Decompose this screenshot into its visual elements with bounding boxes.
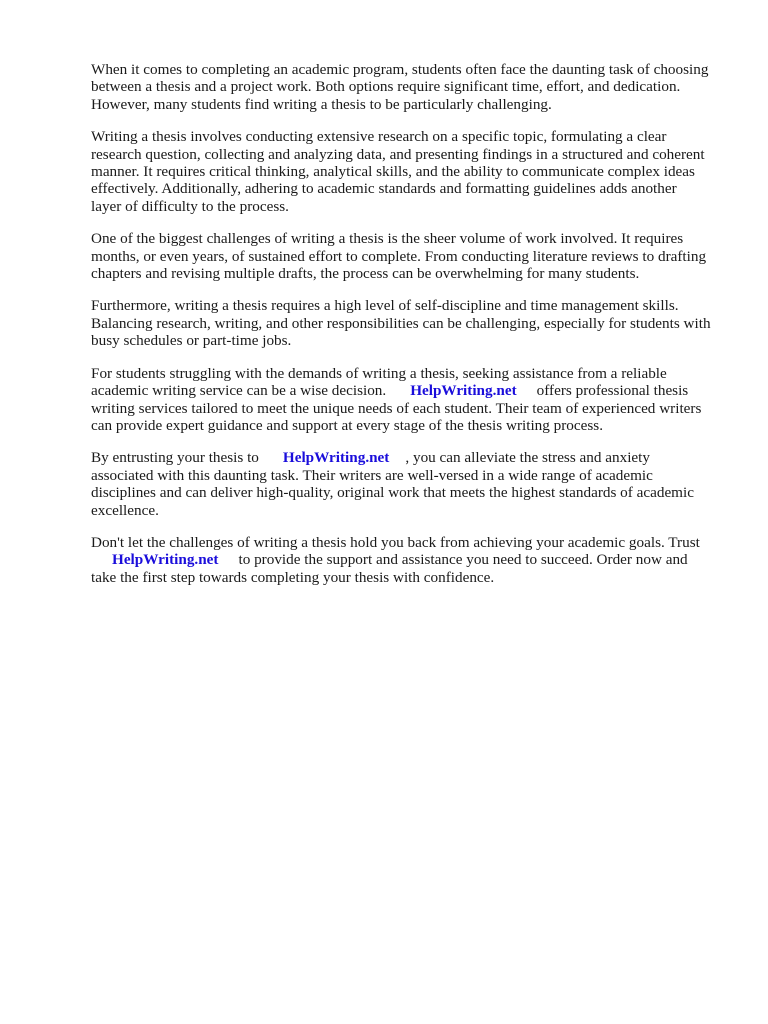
- paragraph-assistance: [91, 365, 731, 435]
- text-segment: offers professional thesis: [536, 382, 689, 400]
- text-line: manner. It requires critical thinking, analytical skills, and the ability to communicate complex ideas: [91, 163, 695, 181]
- helpwriting-link[interactable]: HelpWriting.net: [282, 449, 390, 467]
- text-line: between a thesis and a project work. Both options require significant time, effort, and dedication.: [91, 78, 681, 96]
- text-segment: to provide the support and assistance you need to succeed. Order now and: [238, 551, 688, 569]
- text-segment: By entrusting your thesis to: [91, 449, 259, 467]
- paragraph-writing-thesis: [91, 128, 731, 215]
- text-line: One of the biggest challenges of writing a thesis is the sheer volume of work involved. It requires: [91, 230, 684, 248]
- text-line: However, many students find writing a thesis to be particularly challenging.: [91, 95, 552, 113]
- helpwriting-link[interactable]: HelpWriting.net: [112, 551, 219, 569]
- document-body: [91, 61, 731, 601]
- text-segment: academic writing service can be a wise decision.: [91, 382, 387, 400]
- paragraph-entrusting: [91, 449, 731, 519]
- paragraph-challenges: [91, 230, 731, 282]
- text-line: When it comes to completing an academic program, students often face the daunting task of choosing: [91, 61, 709, 78]
- text-line: chapters and revising multiple drafts, the process can be overwhelming for many students.: [91, 265, 640, 283]
- text-line: research question, collecting and analyzing data, and presenting findings in a structured and coherent: [91, 145, 705, 163]
- text-line: busy schedules or part-time jobs.: [91, 332, 292, 350]
- text-line: months, or even years, of sustained effort to complete. From conducting literature reviews to drafting: [91, 247, 707, 265]
- text-line: Balancing research, writing, and other responsibilities can be challenging, especially for students with: [91, 314, 711, 332]
- text-line-with-link: [91, 551, 731, 568]
- text-line: effectively. Additionally, adhering to academic standards and formatting guidelines adds another: [91, 180, 677, 198]
- text-segment: , you can alleviate the stress and anxiety: [405, 449, 650, 467]
- paragraph-self-discipline: [91, 297, 731, 349]
- text-line-with-link: [91, 449, 731, 466]
- text-line: Don't let the challenges of writing a thesis hold you back from achieving your academic goals. Trust: [91, 533, 700, 551]
- text-line: associated with this daunting task. Their writers are well-versed in a wide range of academic: [91, 466, 653, 484]
- text-line: Furthermore, writing a thesis requires a high level of self-discipline and time management skills.: [91, 297, 679, 315]
- text-line: Writing a thesis involves conducting extensive research on a specific topic, formulating a clear: [91, 128, 667, 146]
- helpwriting-link[interactable]: HelpWriting.net: [410, 382, 517, 400]
- text-line: layer of difficulty to the process.: [91, 197, 289, 215]
- text-line: writing services tailored to meet the unique needs of each student. Their team of experienced writers: [91, 399, 702, 417]
- text-line: excellence.: [91, 501, 159, 519]
- text-line: For students struggling with the demands of writing a thesis, seeking assistance from a reliable: [91, 364, 667, 382]
- text-line: disciplines and can deliver high-quality, original work that meets the highest standards of academic: [91, 484, 694, 502]
- paragraph-call-to-action: [91, 534, 731, 586]
- text-line-with-link: [91, 382, 731, 399]
- text-line: take the first step towards completing your thesis with confidence.: [91, 568, 495, 586]
- text-line: can provide expert guidance and support at every stage of the thesis writing process.: [91, 416, 603, 434]
- paragraph-intro: [91, 61, 731, 113]
